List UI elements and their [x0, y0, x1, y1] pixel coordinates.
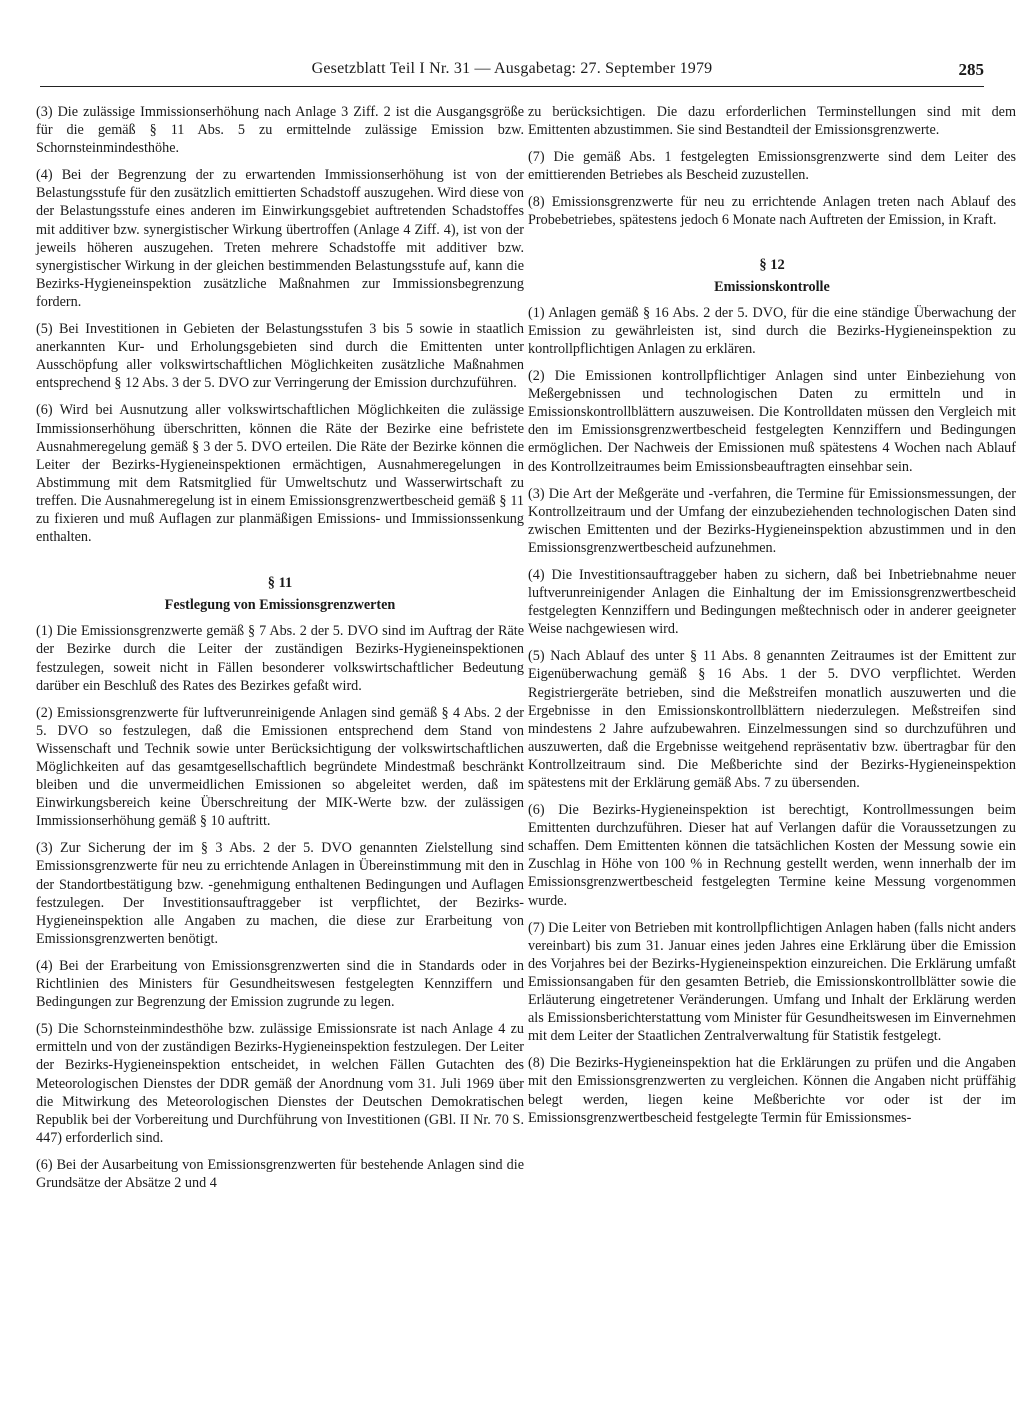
- paragraph: (7) Die gemäß Abs. 1 festgelegten Emissionsgrenzwerte sind dem Leiter des emittierenden Betriebes als Bescheid zuzustellen.: [528, 149, 1016, 184]
- page-number: 285: [958, 60, 984, 79]
- paragraph: (6) Bei der Ausarbeitung von Emissionsgrenzwerten für bestehende Anlagen sind die Grundsätze der Absätze 2 und 4: [36, 1156, 524, 1191]
- paragraph: (5) Die Schornsteinmindesthöhe bzw. zulässige Emissionsrate ist nach Anlage 4 zu ermitteln und von der zuständigen Bezirks-Hygieneinspektion festzulegen. Der Leiter der Bezirks-Hygieneinspektion entscheidet, in welchen Fällen Gutachten des Meteorologischen Dienstes der DDR gemäß der Anordnung vom 31. Juli 1969 über die Mitwirkung des Meteorologischen Dienstes der Deutschen Demokratischen Republik bei der Vorbereitung und Durchführung von Investitionen (GBl. II Nr. 70 S. 447) erforderlich sind.: [36, 1021, 524, 1146]
- paragraph: (1) Anlagen gemäß § 16 Abs. 2 der 5. DVO, für die eine ständige Überwachung der Emission zu gewährleisten ist, sind durch die Bezirks-Hygieneinspektion zu kontrollpflichtigen Anlagen zu erklären.: [528, 304, 1016, 357]
- paragraph: (5) Bei Investitionen in Gebieten der Belastungsstufen 3 bis 5 sowie in staatlich anerkannten Kur- und Erholungsgebieten sind durch die Emittenten unter Ausschöpfung aller volkswirtschaftlichen Möglichkeiten zusätzliche Maßnahmen entsprechend § 12 Abs. 3 der 5. DVO zur Verringerung der Emission durchzuführen.: [36, 321, 524, 392]
- paragraph: (5) Nach Ablauf des unter § 11 Abs. 8 genannten Zeitraumes ist der Emittent zur Eigenüberwachung gemäß § 16 Abs. 1 der 5. DVO verpflichtet. Werden Registriergeräte betrieben, sind die Meßstreifen monatlich auszuwerten und die Ergebnisse in den Emissionskontrollblättern niederzulegen. Meßstreifen sind mindestens 2 Jahre aufzubewahren. Einzelmessungen sind so durchzuführen und auszuwerten, daß die Ergebnisse weitgehend repräsentativ bzw. übertragbar für den Kontrollzeitraum sind. Die Meßberichte sind der Bezirks-Hygieneinspektion spätestens mit der Erklärung gemäß Abs. 7 zu übersenden.: [528, 648, 1016, 791]
- paragraph: (2) Die Emissionen kontrollpflichtiger Anlagen sind unter Einbeziehung von Meßergebnissen und technologischen Daten zu ermitteln und in Emissionskontrollblättern auszuweisen. Die Kontrolldaten müssen den Vergleich mit den im Emissionsgrenzwertbescheid festgelegten Kennziffern und Bedingungen ermöglichen. Der Nachweis der Emissionen muß spätestens 4 Wochen nach Ablauf des Kontrollzeitraumes beim Emissionsbeauftragten einsehbar sein.: [528, 368, 1016, 475]
- paragraph: (6) Wird bei Ausnutzung aller volkswirtschaftlichen Möglichkeiten die zulässige Immissionserhöhung überschritten, können die Räte der Bezirke eine befristete Ausnahmeregelung gemäß § 3 der 5. DVO erteilen. Die Räte der Bezirke können die Leiter der Bezirks-Hygieneinspektionen ermächtigen, Ausnahmeregelungen in Abstimmung mit dem Ratsmitglied für Umweltschutz und Wasserwirtschaft zu treffen. Die Ausnahmeregelung ist in einem Emissionsgrenzwertbescheid gemäß § 11 zu fixieren und muß Auflagen zur planmäßigen Emissions- und Immissionssenkung enthalten.: [36, 402, 524, 546]
- paragraph: (1) Die Emissionsgrenzwerte gemäß § 7 Abs. 2 der 5. DVO sind im Auftrag der Räte der Bezirke durch die Leiter der zuständigen Bezirks-Hygieneinspektionen festzulegen, soweit nicht in Fällen besonderer volkswirtschaftlicher Bedeutung darüber ein Beschluß des Rates des Bezirkes gefaßt wird.: [36, 623, 524, 694]
- paragraph: (4) Die Investitionsauftraggeber haben zu sichern, daß bei Inbetriebnahme neuer luftverunreinigender Anlagen die Einhaltung der im Emissionsgrenzwertbescheid festgelegten Kennziffern und Bedingungen meßtechnisch oder in anderer geeigneter Weise nachgewiesen wird.: [528, 566, 1016, 638]
- paragraph: (3) Zur Sicherung der im § 3 Abs. 2 der 5. DVO genannten Zielstellung sind Emissionsgrenzwerte für neu zu errichtende Anlagen in Übereinstimmung mit den in der Standortbestätigung bzw. -genehmigung enthaltenen Bedingungen und Auflagen festzulegen. Der Investitionsauftraggeber ist verpflichtet, der Bezirks-Hygieneinspektion alle Angaben zu machen, die diese zur Erarbeitung von Emissionsgrenzwerten benötigt.: [36, 840, 524, 947]
- section-title: Festlegung von Emissionsgrenzwerten: [164, 597, 396, 614]
- journal-title: Gesetzblatt Teil I Nr. 31 — Ausgabetag: 27. September 1979: [311, 60, 713, 77]
- paragraph: (3) Die zulässige Immissionserhöhung nach Anlage 3 Ziff. 2 ist die Ausgangsgröße für die gemäß § 11 Abs. 5 zu ermittelnde zulässige Emission bzw. Schornsteinmindesthöhe.: [36, 104, 524, 157]
- paragraph: zu berücksichtigen. Die dazu erforderlichen Terminstellungen sind mit dem Emittenten abzustimmen. Sie sind Bestandteil der Emissionsgrenzwerte.: [528, 104, 1016, 139]
- paragraph: (6) Die Bezirks-Hygieneinspektion ist berechtigt, Kontrollmessungen beim Emittenten durchzuführen. Dieser hat auf Verlangen dafür die Voraussetzungen zu schaffen. Dem Emittenten können die tatsächlichen Kosten der Messung sowie ein Zuschlag in Höhe von 100 % in Rechnung gestellt werden, wenn innerhalb der im Emissionsgrenzwertbescheid festgelegten Termine keine Messung vorgenommen wurde.: [528, 802, 1016, 909]
- right-column: [528, 103, 1016, 1136]
- paragraph: (2) Emissionsgrenzwerte für luftverunreinigende Anlagen sind gemäß § 4 Abs. 2 der 5. DVO so festzulegen, daß die Emissionen entsprechend dem Stand von Wissenschaft und Technik sowie unter Berücksichtigung der volkswirtschaftlichen Möglichkeiten auf das gesamtgesellschaftlich begründete Mindestmaß beschränkt bleiben und die unvermeidlichen Emissionen so abgeleitet werden, daß im Einwirkungsbereich keine Überschreitung der MIK-Werte bzw. der zulässigen Immissionserhöhung gemäß § 10 auftritt.: [36, 704, 524, 830]
- paragraph: (8) Emissionsgrenzwerte für neu zu errichtende Anlagen treten nach Ablauf des Probebetriebes, spätestens jedoch 6 Monate nach Auftreten der Emission, in Kraft.: [528, 194, 1016, 229]
- paragraph: (4) Bei der Erarbeitung von Emissionsgrenzwerten sind die in Standards oder in Richtlinien des Ministers für Gesundheitswesen festgelegten Kennziffern und Bedingungen zur Begrenzung der Emission zugrunde zu legen.: [36, 957, 524, 1011]
- paragraph: (7) Die Leiter von Betrieben mit kontrollpflichtigen Anlagen haben (falls nicht anders vereinbart) bis zum 31. Januar eines jeden Jahres eine Erklärung über die Emission des Vorjahres bei der Bezirks-Hygieneinspektion einzureichen. Die Erklärung umfaßt Emissionsangaben für den gesamten Betrieb, die Emissionskontrollblätter sowie die Erläuterung eingetretener Veränderungen. Umfang und Inhalt der Erklärung werden als Emissionsberichterstattung vom Minister für Gesundheitswesen im Einvernehmen mit dem Leiter der Staatlichen Zentralverwaltung für Statistik festgelegt.: [528, 919, 1016, 1045]
- paragraph: (8) Die Bezirks-Hygieneinspektion hat die Erklärungen zu prüfen und die Angaben mit den Emissionsgrenzwerten zu vergleichen. Können die Angaben nicht prüffähig belegt werden, liegen keine Meßberichte vor oder ist der im Emissionsgrenzwertbescheid festgelegte Termin für Emissionsmes-: [528, 1055, 1016, 1126]
- section-number: § 12: [759, 256, 785, 273]
- page-header: [40, 60, 984, 87]
- paragraph: (4) Bei der Begrenzung der zu erwartenden Immissionserhöhung ist von der Belastungsstufe für den zusätzlich emittierten Schadstoff auszugehen. Wird diese von der Belastungsstufe eines anderen im Einwirkungsgebiet auftretenden Schadstoffes mit additiver bzw. synergistischer Wirkung übertroffen (Anlage 4 Ziff. 4), ist von der jeweils höheren auszugehen. Treten mehrere Schadstoffe mit additiver bzw. synergistischer Wirkung in der gleichen bestimmenden Belastungsstufe auf, kann die Bezirks-Hygieneinspektion zusätzliche Maßnahmen zur Immissionsbegrenzung fordern.: [36, 167, 524, 310]
- paragraph: (3) Die Art der Meßgeräte und -verfahren, die Termine für Emissionsmessungen, der Kontrollzeitraum und der Umfang der einzubeziehenden technologischen Daten sind zwischen Emittenten und der Bezirks-Hygieneinspektion abzustimmen und in den Emissionsgrenzwertbescheid aufzunehmen.: [528, 485, 1016, 556]
- section-title: Emissionskontrolle: [714, 278, 830, 295]
- section-number: § 11: [267, 575, 293, 592]
- left-column: [36, 103, 524, 1201]
